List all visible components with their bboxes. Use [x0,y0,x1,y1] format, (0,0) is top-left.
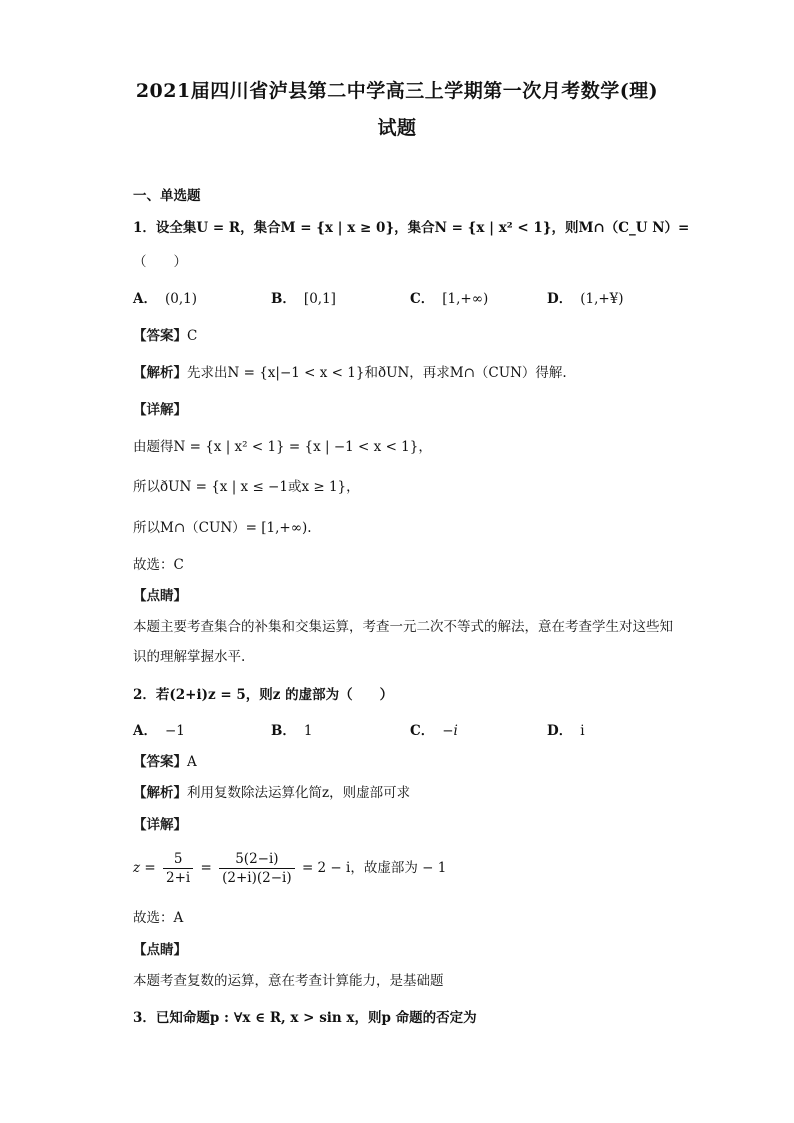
q1-comment: 本题主要考查集合的补集和交集运算，考查一元二次不等式的解法，意在考查学生对这些知识的理解掌握水平. [133,619,673,665]
q1-analysis: 【解析】先求出N = {x|−1 < x < 1}和ðUN，再求M∩（CUN）得解. [133,365,567,381]
q2-option-b: B． 1 [271,723,313,739]
q2-analysis: 【解析】利用复数除法运算化简z，则虚部可求 [133,785,411,801]
q3-stem: 3．已知命题p : ∀x ∈ R, x > sin x，则p 命题的否定为 [133,1010,477,1026]
q1-stem: 1．设全集U = R，集合M = {x | x ≥ 0}，集合N = {x | x² < 1}，则M∩（C_U N）= [133,220,690,236]
q1-option-a: A． (0,1) [133,291,197,307]
q1-comment-heading: 【点睛】 [133,588,187,604]
q1-answer: 【答案】C [133,328,198,344]
q2-detail-heading: 【详解】 [133,817,187,833]
q1-option-b: B． [0,1] [271,291,336,307]
page-title: 2021届四川省泸县第二中学高三上学期第一次月考数学(理) [135,80,659,102]
q1-detail-line: 所以M∩（CUN）= [1,+∞). [133,520,312,536]
q2-option-c: C． −i [410,723,458,739]
q1-detail-line: 由题得N = {x | x² < 1} = {x | −1 < x < 1}， [133,439,432,455]
fraction: $\frac{5}{2+i}$ [163,850,193,887]
page-title-line2: 试题 [377,117,417,139]
q2-stem: 2．若(2+i)z = 5，则z 的虚部为（ ） [133,687,394,703]
q2-option-a: A． −1 [133,723,185,739]
section-heading: 一、单选题 [133,188,201,204]
q1-choose: 故选：C [133,557,184,573]
q1-detail-line: 所以ðUN = {x | x ≤ −1或x ≥ 1}， [133,479,360,495]
q1-detail-heading: 【详解】 [133,402,187,418]
q2-answer: 【答案】A [133,754,197,770]
q2-comment: 本题考查复数的运算，意在考查计算能力，是基础题 [133,973,444,989]
q2-comment-heading: 【点睛】 [133,942,187,958]
q2-option-d: D． i [547,723,585,739]
q1-option-d: D． (1,+¥) [547,291,624,307]
q1-option-c: C． [1,+∞) [410,291,489,307]
fraction: $\frac{5(2-i)}{(2+i)(2-i)}$ [219,850,295,887]
q1-paren: （ ） [133,254,187,270]
q2-equation: z = $\frac{5}{2+i}$ = $\frac{5(2-i)}{(2+i)(2-i)}$ = 2 − i，故虚部为 − 1 [133,851,447,886]
q2-choose: 故选：A [133,910,184,926]
